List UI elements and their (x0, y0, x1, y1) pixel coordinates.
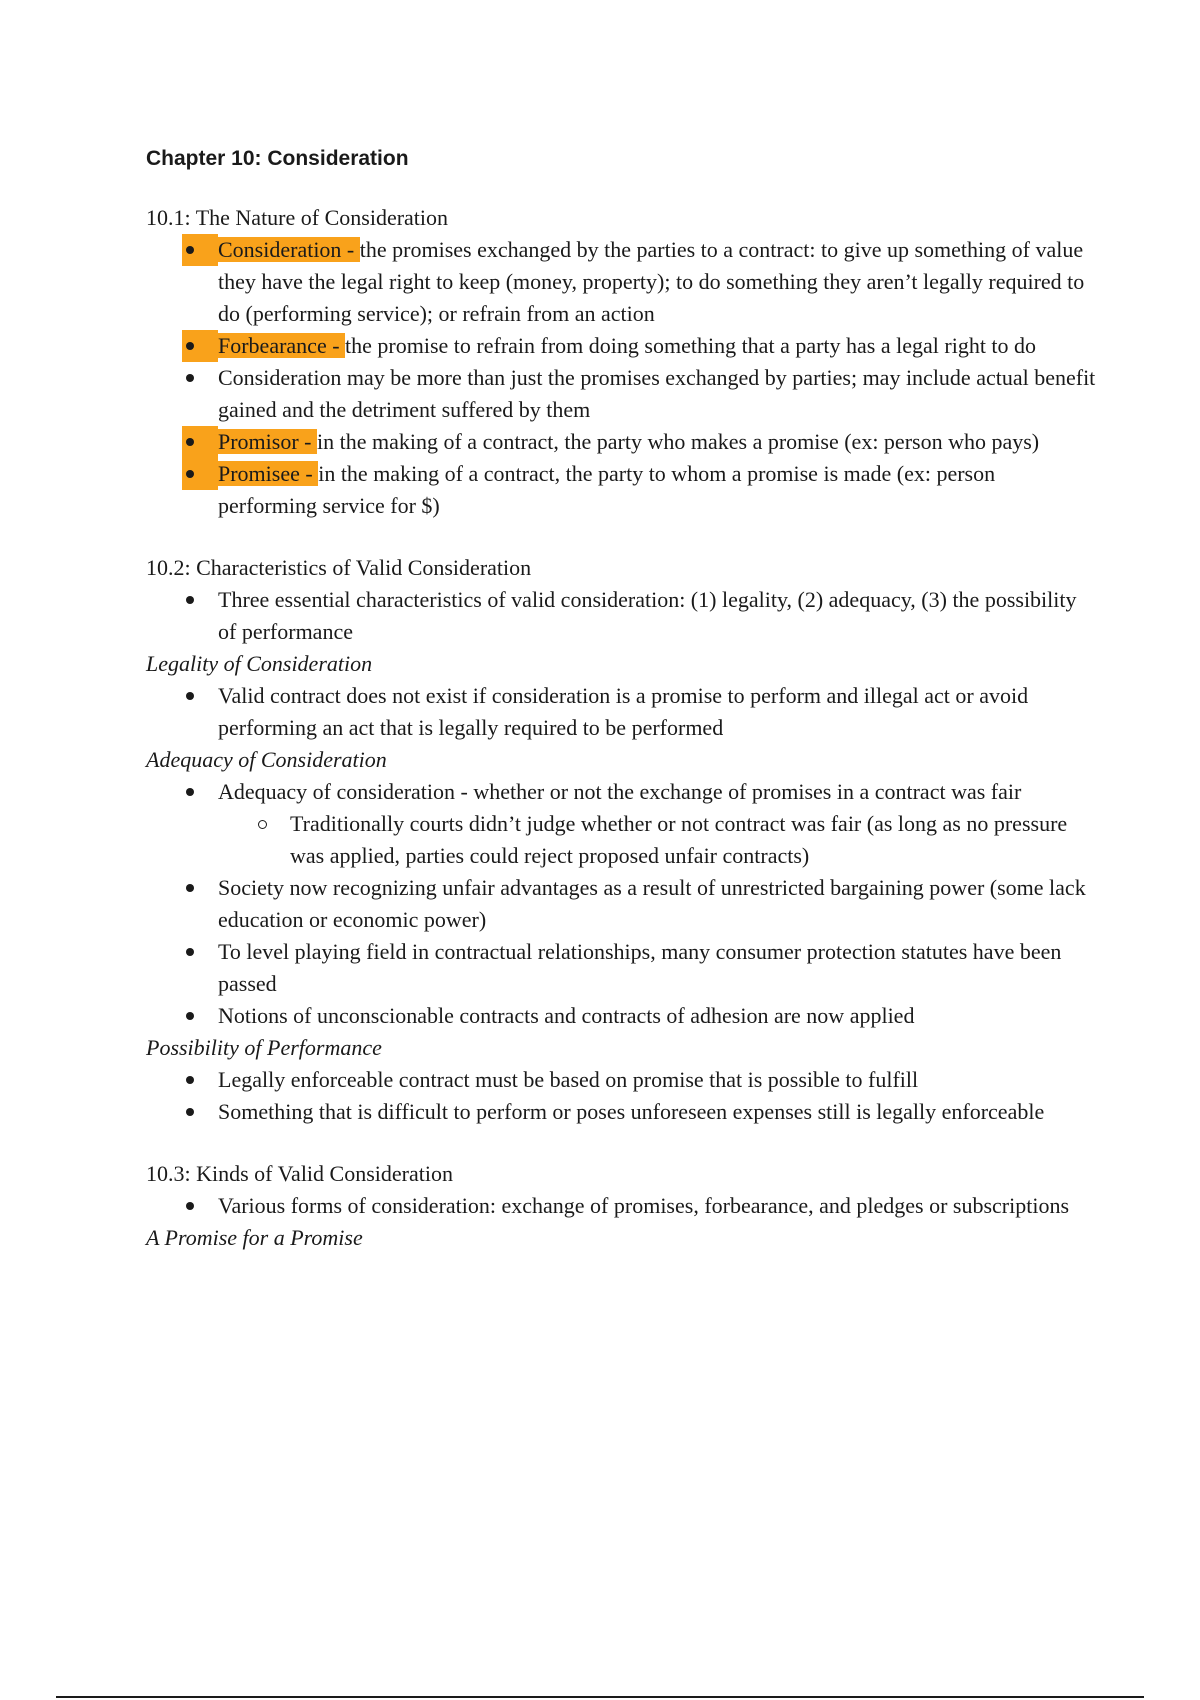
definition-text: the promise to refrain from doing something that a party has a legal right to do (345, 333, 1037, 358)
bullet-text: To level playing field in contractual relationships, many consumer protection statutes have been passed (218, 939, 1062, 996)
list-item (146, 458, 1096, 522)
sub-list-item (218, 808, 1096, 872)
bullet-icon (182, 1190, 218, 1222)
subheading-legality: Legality of Consideration (146, 651, 373, 676)
term-highlight: Promisor - (218, 429, 317, 454)
bullet-text: Various forms of consideration: exchange of promises, forbearance, and pledges or subscriptions (218, 1193, 1070, 1218)
section-10-3 (146, 1158, 1096, 1254)
bullet-icon (182, 458, 218, 490)
definition-text: the promises exchanged by the parties to a contract: to give up something of value they have the legal right to keep (money, property); to do something they aren’t legally required to do (performing service); or refrain from an action (218, 237, 1085, 326)
bullet-text: Valid contract does not exist if consideration is a promise to perform and illegal act or avoid performing an act that is legally required to be performed (218, 683, 1029, 740)
section-heading: 10.2: Characteristics of Valid Consideration (146, 555, 532, 580)
bullet-icon (182, 234, 218, 266)
term-highlight: Forbearance - (218, 333, 346, 358)
list-item (146, 584, 1096, 648)
bullet-text: Society now recognizing unfair advantages as a result of unrestricted bargaining power (some lack education or economic power) (218, 875, 1086, 932)
bullet-text: Consideration may be more than just the promises exchanged by parties; may include actual benefit gained and the detriment suffered by them (218, 365, 1096, 422)
bullet-icon (182, 776, 218, 808)
bullet-list (146, 234, 1096, 522)
list-item (146, 1190, 1096, 1222)
subheading-adequacy: Adequacy of Consideration (146, 747, 387, 772)
bullet-text: Adequacy of consideration - whether or not the exchange of promises in a contract was fair (218, 779, 1022, 804)
section-10-1 (146, 202, 1096, 522)
bullet-text: Something that is difficult to perform or poses unforeseen expenses still is legally enforceable (218, 1099, 1045, 1124)
bullet-list (146, 776, 1096, 1032)
bullet-icon (182, 872, 218, 904)
circle-bullet-icon (258, 820, 267, 829)
sub-bullet-text: Traditionally courts didn’t judge whether or not contract was fair (as long as no pressure was applied, parties could reject proposed unfair contracts) (290, 811, 1068, 868)
list-item (146, 362, 1096, 426)
bullet-list (146, 584, 1096, 648)
section-heading: 10.1: The Nature of Consideration (146, 205, 449, 230)
list-item (146, 1096, 1096, 1128)
bullet-text: Legally enforceable contract must be based on promise that is possible to fulfill (218, 1067, 919, 1092)
term-highlight: Promisee - (218, 461, 319, 486)
term-highlight: Consideration - (218, 237, 360, 262)
definition-text: in the making of a contract, the party who makes a promise (ex: person who pays) (317, 429, 1040, 454)
list-item (146, 1064, 1096, 1096)
bullet-icon (182, 680, 218, 712)
bullet-list (146, 1064, 1096, 1128)
sub-bullet-list (218, 808, 1096, 872)
document-page (146, 144, 1096, 1284)
subheading-possibility: Possibility of Performance (146, 1035, 382, 1060)
list-item (146, 872, 1096, 936)
bullet-icon (182, 426, 218, 458)
bullet-icon (182, 584, 218, 616)
bullet-text: Notions of unconscionable contracts and contracts of adhesion are now applied (218, 1003, 915, 1028)
bullet-icon (182, 330, 218, 362)
list-item (146, 426, 1096, 458)
bullet-icon (182, 362, 218, 394)
bullet-list (146, 1190, 1096, 1222)
section-heading: 10.3: Kinds of Valid Consideration (146, 1161, 453, 1186)
list-item (146, 936, 1096, 1000)
list-item (146, 1000, 1096, 1032)
chapter-title: Chapter 10: Consideration (146, 147, 409, 170)
definition-text: in the making of a contract, the party to whom a promise is made (ex: person performing service for $) (218, 461, 996, 518)
bullet-icon (182, 1064, 218, 1096)
list-item (146, 776, 1096, 872)
bullet-icon (182, 936, 218, 968)
section-10-2 (146, 552, 1096, 1128)
list-item (146, 330, 1096, 362)
bullet-list (146, 680, 1096, 744)
bullet-icon (182, 1000, 218, 1032)
bullet-text: Three essential characteristics of valid consideration: (1) legality, (2) adequacy, (3) the possibility of performance (218, 587, 1077, 644)
bottom-divider (56, 1696, 1144, 1698)
bullet-icon (182, 1096, 218, 1128)
subheading-promise: A Promise for a Promise (146, 1225, 363, 1250)
list-item (146, 234, 1096, 330)
list-item (146, 680, 1096, 744)
